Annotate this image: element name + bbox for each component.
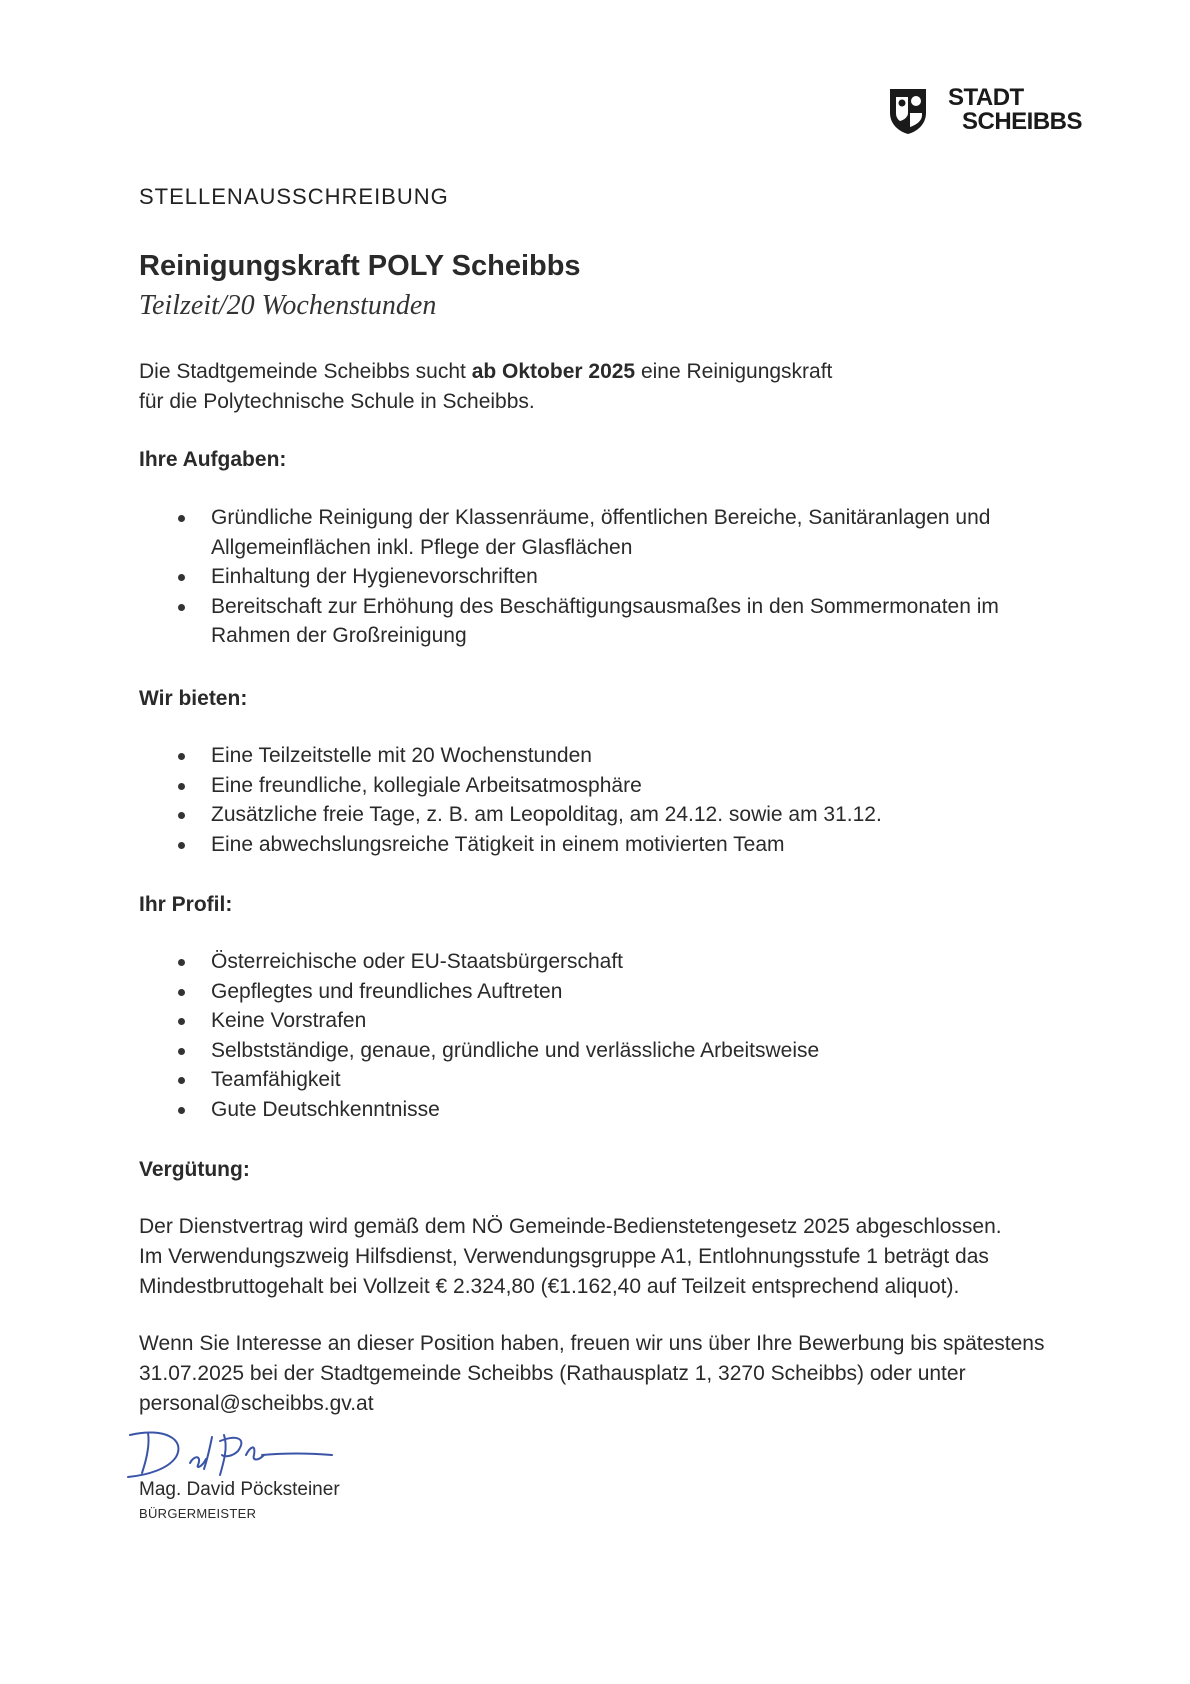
salary-heading: Vergütung: [139,1158,250,1181]
tasks-list [139,503,1079,651]
list-item: Eine freundliche, kollegiale Arbeitsatmosphäre [139,771,1079,801]
list-item: Gepflegtes und freundliches Auftreten [139,977,1079,1007]
profile-list [139,947,1079,1124]
signer-role: BÜRGERMEISTER [139,1506,257,1521]
offer-list [139,741,1079,859]
list-item: Österreichische oder EU-Staatsbürgerschaft [139,947,1079,977]
list-item: Gute Deutschkenntnisse [139,1095,1079,1125]
intro-text-before: Die Stadtgemeinde Scheibbs sucht [139,360,472,383]
list-item: Keine Vorstrafen [139,1006,1079,1036]
intro-text-after: eine Reinigungskraft [635,360,833,383]
list-item: Eine abwechslungsreiche Tätigkeit in einem motivierten Team [139,830,1079,860]
list-item: Zusätzliche freie Tage, z. B. am Leopolditag, am 24.12. sowie am 31.12. [139,800,1079,830]
city-crest-icon [888,87,928,135]
intro-line-2: für die Polytechnische Schule in Scheibbs. [139,390,535,413]
salary-line-1: Der Dienstvertrag wird gemäß dem NÖ Gemeinde-Bedienstetengesetz 2025 abgeschlossen. [139,1215,1002,1238]
job-subtitle: Teilzeit/20 Wochenstunden [139,290,437,321]
logo-line-2: SCHEIBBS [962,108,1083,135]
list-item: Bereitschaft zur Erhöhung des Beschäftigungsausmaßes in den Sommermonaten im Rahmen der Großreinigung [139,592,1079,651]
contact-line-2: 31.07.2025 bei der Stadtgemeinde Scheibbs (Rathausplatz 1, 3270 Scheibbs) oder unter [139,1362,966,1385]
list-item: Gründliche Reinigung der Klassenräume, öffentlichen Bereiche, Sanitäranlagen und Allgemeinflächen inkl. Pflege der Glasflächen [139,503,1079,562]
salary-line-3: Mindestbruttogehalt bei Vollzeit € 2.324,80 (€1.162,40 auf Teilzeit entsprechend aliquot). [139,1275,960,1298]
logo-line-1: STADT [948,84,1024,111]
intro-start-date: ab Oktober 2025 [471,360,636,383]
signer-name: Mag. David Pöcksteiner [139,1479,340,1500]
salary-paragraph [139,1212,1099,1302]
offer-heading: Wir bieten: [139,687,248,710]
list-item: Selbstständige, genaue, gründliche und verlässliche Arbeitsweise [139,1036,1079,1066]
city-logo [888,86,1100,142]
document-type-label: STELLENAUSSCHREIBUNG [139,184,449,209]
profile-heading: Ihr Profil: [139,893,233,916]
handwritten-signature [124,1425,344,1481]
contact-paragraph [139,1329,1099,1419]
contact-line-1: Wenn Sie Interesse an dieser Position haben, freuen wir uns über Ihre Bewerbung bis spätestens [139,1332,1045,1355]
list-item: Einhaltung der Hygienevorschriften [139,562,1079,592]
list-item: Teamfähigkeit [139,1065,1079,1095]
tasks-heading: Ihre Aufgaben: [139,448,287,471]
contact-email: personal@scheibbs.gv.at [139,1392,374,1415]
salary-line-2: Im Verwendungszweig Hilfsdienst, Verwendungsgruppe A1, Entlohnungsstufe 1 beträgt das [139,1245,989,1268]
intro-paragraph [139,357,1099,417]
list-item: Eine Teilzeitstelle mit 20 Wochenstunden [139,741,1079,771]
job-title: Reinigungskraft POLY Scheibbs [139,250,581,282]
